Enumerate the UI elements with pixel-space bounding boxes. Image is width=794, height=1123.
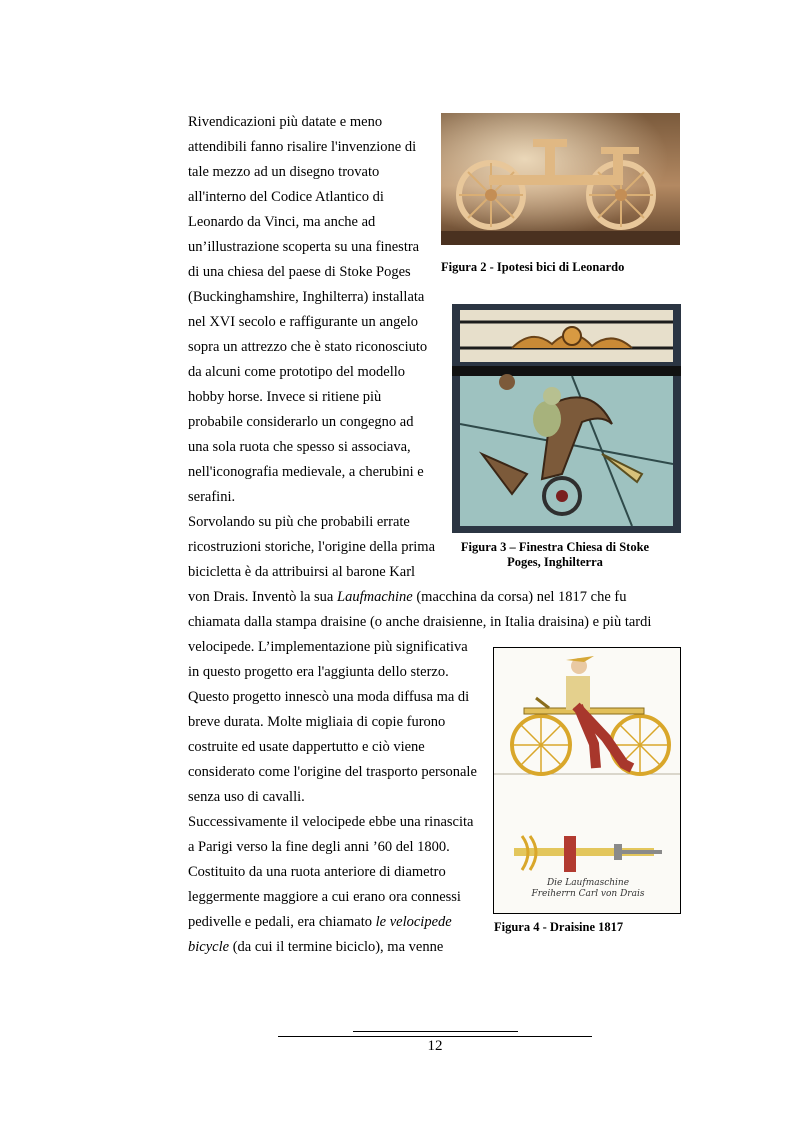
body-text-line: bicicletta è da attribuirsi al barone Karl [188,564,416,580]
body-text-line: von Drais. Inventò la sua Laufmachine (macchina da corsa) nel 1817 che fu [188,589,627,605]
body-text-line: un’illustrazione scoperta su una finestra [188,239,420,255]
figure-3-caption-line-2: Poges, Inghilterra [507,555,603,569]
body-text-line: velocipede. L’implementazione più significativa [188,639,468,655]
body-text-line: a Parigi verso la fine degli anni ’60 del 1800. [188,839,450,855]
page-number: 12 [427,1038,443,1054]
footer-rule-long [278,1036,592,1037]
body-text-line: tale mezzo ad un disegno trovato [188,164,380,180]
italic-term: bicycle [188,939,230,955]
figure-3-caption-line-1: Figura 3 – Finestra Chiesa di Stoke [460,540,650,554]
body-text-line: Sorvolando su più che probabili errate [188,514,410,530]
body-text-line: probabile considerarlo un congegno ad [188,414,414,430]
body-text-line: di una chiesa del paese di Stoke Poges [188,264,411,280]
body-text-line: in questo progetto era l'aggiunta dello sterzo. [188,664,449,680]
italic-term: Laufmachine [337,589,413,605]
figure-2-caption: Figura 2 - Ipotesi bici di Leonardo [441,260,625,274]
italic-term: le velocipede [375,914,452,930]
figure-draisine-print [493,647,681,914]
body-text-line: nell'iconografia medievale, a cherubini e [188,464,424,480]
body-text-line: senza uso di cavalli. [188,789,305,805]
print-inscription [508,878,668,900]
body-text-line: una sola ruota che spesso si associava, [188,439,411,455]
body-text-line: sopra un attrezzo che è stato riconosciuto [188,339,428,355]
body-text-line: breve durata. Molte migliaia di copie furono [188,714,446,730]
body-text-line: serafini. [188,489,236,505]
body-text-line: (Buckinghamshire, Inghilterra) installata [188,289,425,305]
figure-stoke-poges-window [452,304,681,533]
body-text-line: chiamata dalla stampa draisine (o anche draisienne, in Italia draisina) e più tardi [188,614,652,630]
body-text-line: attendibili fanno risalire l'invenzione di [188,139,417,155]
body-text-line: hobby horse. Invece si ritiene più [188,389,382,405]
footer-rule-short [353,1031,518,1032]
figure-3-caption [452,540,658,570]
body-text-line: ricostruzioni storiche, l'origine della prima [188,539,436,555]
body-text-line: Rivendicazioni più datate e meno [188,114,383,130]
body-text-line: costruite ed usate dappertutto e ciò viene [188,739,425,755]
body-text-line: Costituito da una ruota anteriore di diametro [188,864,446,880]
figure-4-caption: Figura 4 - Draisine 1817 [494,920,624,934]
body-text-line: considerato come l'origine del trasporto personale [188,764,477,780]
body-text-line: Leonardo da Vinci, ma anche ad [188,214,376,230]
print-inscription-line-1: Die Laufmaschine [546,878,630,888]
body-text-line: da alcuni come prototipo del modello [188,364,406,380]
body-text-line: leggermente maggiore a cui erano ora connessi [188,889,461,905]
body-text-line: Successivamente il velocipede ebbe una rinascita [188,814,474,830]
body-text-line: Questo progetto innescò una moda diffusa ma di [188,689,470,705]
body-text-line: bicycle (da cui il termine biciclo), ma venne [188,939,444,955]
body-text-line: nel XVI secolo e raffigurante un angelo [188,314,419,330]
body-text-line: all'interno del Codice Atlantico di [188,189,384,205]
figure-leonardo-bicycle-photo [441,113,680,245]
body-text-line: pedivelle e pedali, era chiamato le velocipede [188,914,452,930]
print-inscription-line-2: Freiherrn Carl von Drais [531,889,645,899]
